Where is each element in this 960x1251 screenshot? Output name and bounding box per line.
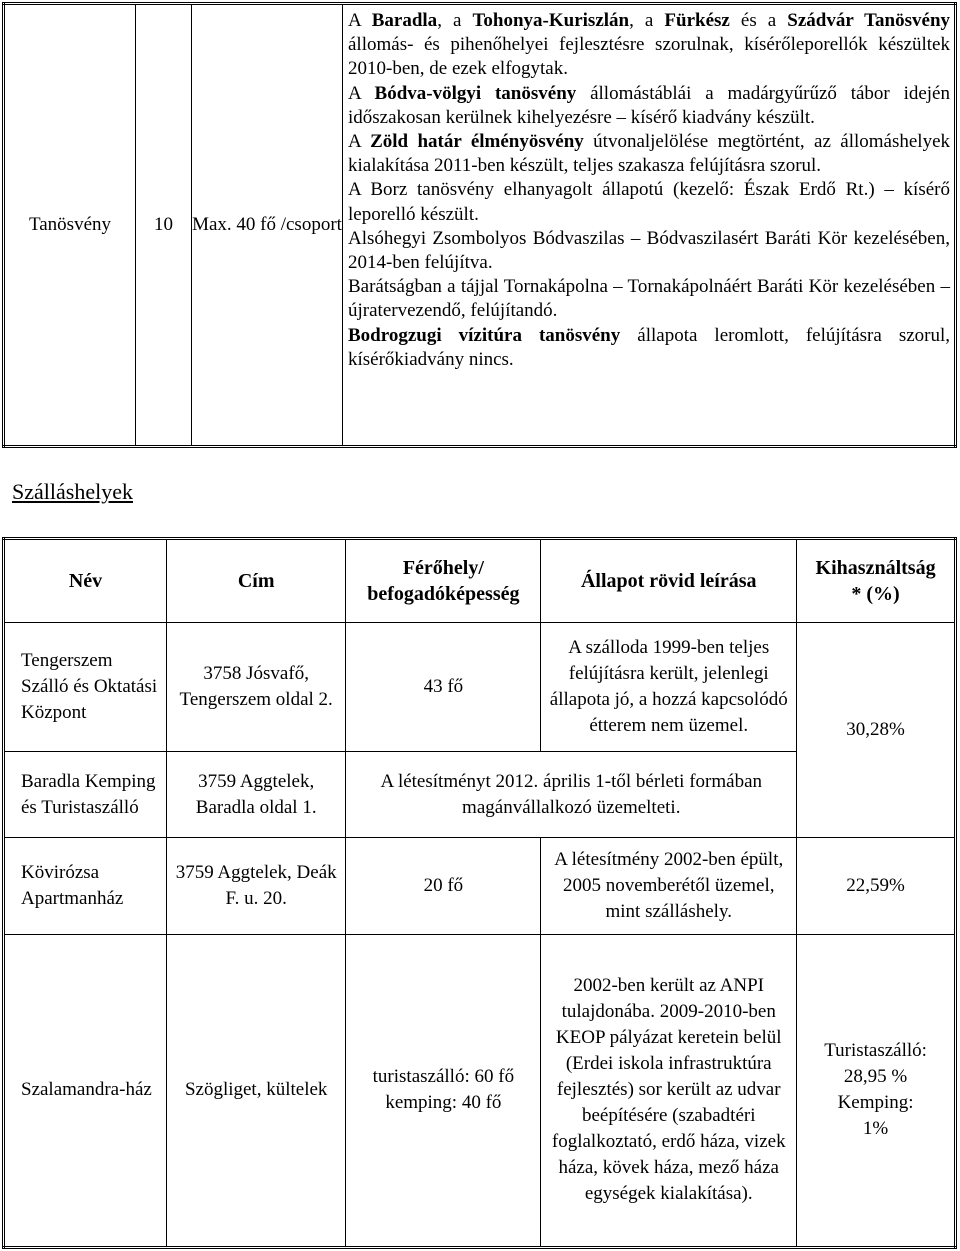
row-name: Szalamandra-ház — [4, 934, 167, 1247]
trail-paragraph — [348, 227, 950, 275]
table-row — [4, 934, 956, 1247]
row-name: Baradla Kemping és Turistaszálló — [4, 751, 167, 837]
row-occupancy-line2: 28,95 % — [843, 1066, 908, 1088]
trail-paragraph — [348, 324, 950, 372]
row-merged-note: A létesítményt 2012. április 1-től bérleti formában magánvállalkozó üzemelteti. — [346, 751, 797, 837]
trail-text: A — [348, 82, 375, 104]
trail-name-bold: Fürkész — [664, 10, 730, 31]
trail-category: Tanösvény — [28, 214, 112, 235]
trail-text: és a — [729, 10, 788, 31]
trail-name-bold: Bodrogzugi vízitúra tanösvény — [348, 324, 621, 346]
row-occupancy-line3: Kemping: — [837, 1092, 914, 1114]
row-address: Szögliget, kültelek — [166, 934, 345, 1247]
trail-paragraph — [348, 82, 950, 130]
trail-text: A — [348, 131, 371, 153]
trail-name-bold: Szádvár Tanösvény — [787, 10, 951, 31]
trail-row — [4, 4, 956, 447]
row-capacity — [346, 934, 541, 1247]
trail-capacity-cell — [192, 4, 343, 447]
trail-count: 10 — [154, 214, 173, 235]
section-heading: Szálláshelyek — [12, 479, 133, 504]
trail-capacity: Max. 40 fő /csoport — [192, 214, 342, 235]
trail-text: A — [348, 10, 372, 31]
trail-description — [348, 9, 950, 372]
trail-text: A Borz tanösvény elhanyagolt állapotú (kezelő: Észak Erdő Rt.) – kísérő leporelló készült. — [348, 179, 950, 225]
trail-name-bold: Zöld határ élményösvény — [370, 131, 584, 153]
row-occupancy-line4: 1% — [862, 1118, 889, 1140]
row-capacity-line2: kemping: 40 fő — [385, 1092, 502, 1114]
header-capacity — [346, 539, 541, 623]
trail-count-cell — [136, 4, 192, 447]
trail-name-bold: Tohonya-Kuriszlán — [472, 10, 630, 31]
trail-paragraph — [348, 275, 950, 323]
trail-text: állomástáblái a madárgyűrűző tábor idején időszakosan kerülnek kihelyezésre – kísérő kiadvány készült. — [348, 82, 950, 128]
row-address: 3759 Aggtelek, Baradla oldal 1. — [166, 751, 345, 837]
row-name: Kövirózsa Apartmanház — [4, 838, 167, 934]
accommodation-table — [2, 537, 957, 1249]
row-occupancy — [797, 934, 956, 1247]
row-state: 2002-ben került az ANPI tulajdonába. 2009-2010-ben KEOP pályázat keretein belül (Erdei iskola infrastruktúra fejlesztés) sor került az udvar beépítésére (szabadtéri foglalkoztató, erdő háza, vizek háza, kövek háza, mező háza egységek kialakítása). — [541, 934, 797, 1247]
row-capacity: 43 fő — [346, 623, 541, 752]
trail-text: , a — [629, 10, 665, 31]
trail-text: , a — [437, 10, 473, 31]
trail-description-cell — [343, 4, 956, 447]
row-occupancy-line1: Turistaszálló: — [824, 1040, 927, 1062]
row-capacity-line1: turistaszálló: 60 fő — [372, 1066, 515, 1088]
trail-name-bold: Bódva-völgyi tanösvény — [374, 82, 577, 104]
row-occupancy: 22,59% — [797, 838, 956, 934]
row-address: 3759 Aggtelek, Deák F. u. 20. — [166, 838, 345, 934]
trail-text: állapota leromlott, felújításra szorul, kísérőkiadvány nincs. — [348, 324, 950, 370]
header-occupancy — [797, 539, 956, 623]
row-occupancy: 30,28% — [797, 623, 956, 838]
header-name: Név — [4, 539, 167, 623]
header-occupancy-line1: Kihasználtság — [815, 557, 936, 580]
header-address: Cím — [166, 539, 345, 623]
table-row — [4, 623, 956, 752]
row-state: A szálloda 1999-ben teljes felújításra került, jelenlegi állapota jó, a hozzá kapcsolódó étterem nem üzemel. — [541, 623, 797, 752]
trail-table — [2, 2, 957, 448]
trail-text: Alsóhegyi Zsombolyos Bódvaszilas – Bódvaszilasért Baráti Kör kezelésében, 2014-ben felújítva. — [348, 227, 950, 274]
row-capacity: 20 fő — [346, 838, 541, 934]
header-capacity-line2: befogadóképesség — [367, 583, 520, 606]
trail-paragraph — [348, 130, 950, 178]
trail-text: állomás- és pihenőhelyei fejlesztésre szorulnak, kísérőleporellók készültek 2010-ben, de ezek elfogytak. — [348, 34, 950, 80]
trail-text: útvonaljelölése megtörtént, az állomáshelyek kialakítása 2011-ben készült, teljes szakasza felújításra szorul. — [348, 131, 951, 177]
trail-paragraph — [348, 9, 950, 82]
header-state: Állapot rövid leírása — [541, 539, 797, 623]
table-row — [4, 838, 956, 934]
trail-category-cell — [4, 4, 136, 447]
trail-text: Barátságban a tájjal Tornakápolna – Tornakápolnáért Baráti Kör kezelésében – újratervezendő, felújítandó. — [348, 276, 950, 322]
header-capacity-line1: Férőhely/ — [402, 557, 484, 580]
row-name: Tengerszem Szálló és Oktatási Központ — [4, 623, 167, 752]
trail-paragraph — [348, 178, 950, 226]
header-row — [4, 539, 956, 623]
row-state: A létesítmény 2002-ben épült, 2005 novemberétől üzemel, mint szálláshely. — [541, 838, 797, 934]
header-occupancy-line2: * (%) — [851, 583, 900, 606]
row-address: 3758 Jósvafő, Tengerszem oldal 2. — [166, 623, 345, 752]
trail-name-bold: Baradla — [371, 10, 438, 31]
